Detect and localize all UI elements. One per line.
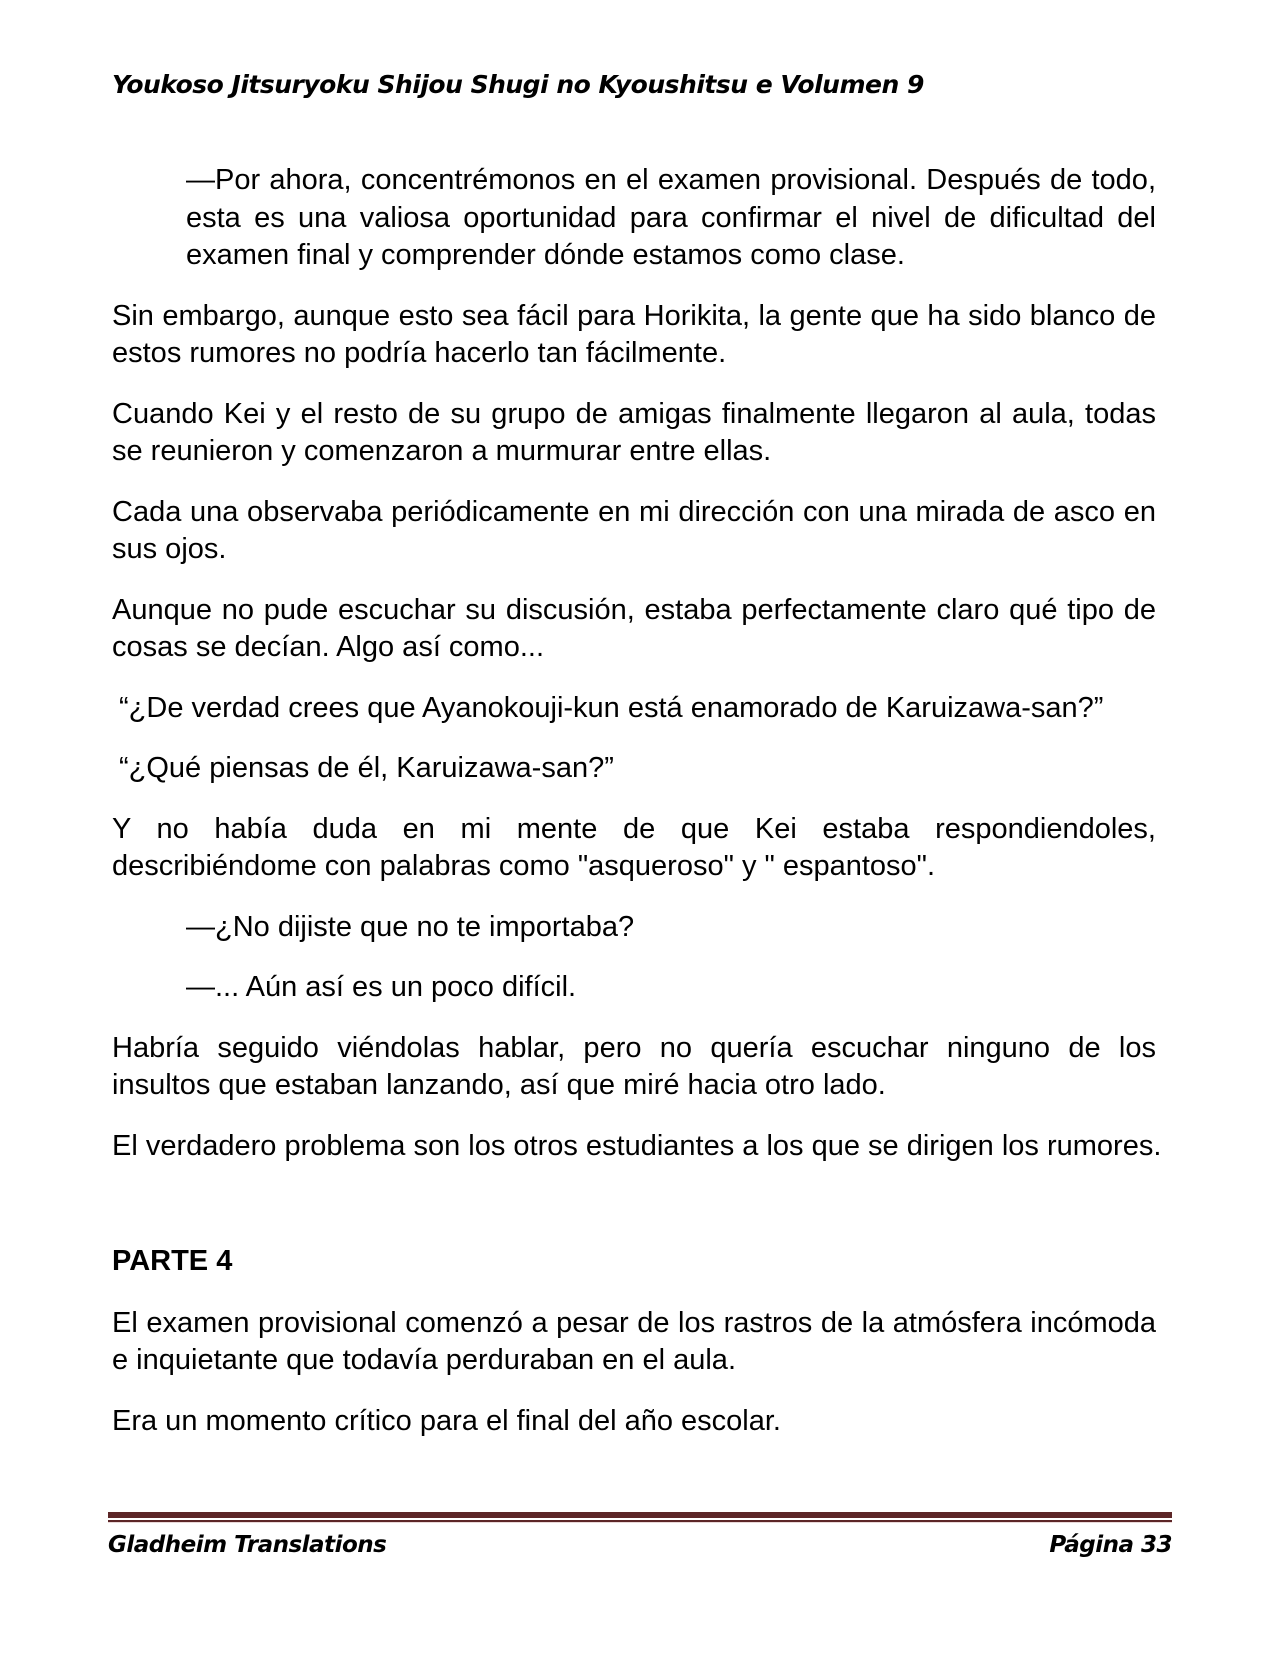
page-body (112, 162, 1162, 1440)
paragraph-dialogue: —¿No dijiste que no te importaba? (186, 910, 635, 943)
paragraph-dialogue: —Por ahora, concentrémonos en el examen provisional. Después de todo, esta es una valiosa oportunidad para confirmar el nivel de dificultad del examen final y comprender dónde estamos como clase. (186, 164, 1156, 271)
page-number: Página 33 (1049, 1532, 1172, 1558)
page-header (112, 70, 1156, 100)
footer-rule (108, 1512, 1172, 1523)
paragraph-quote: “¿Qué piensas de él, Karuizawa-san?” (119, 752, 614, 784)
volume-title: Youkoso Jitsuryoku Shijou Shugi no Kyoushitsu e Volumen 9 (112, 70, 924, 99)
paragraph: Y no había duda en mi mente de que Kei estaba respondiendoles, describiéndome con palabras como "asqueroso" y " espantoso". (112, 812, 1156, 882)
paragraph: Cada una observaba periódicamente en mi dirección con una mirada de asco en sus ojos. (112, 495, 1156, 565)
page-footer (108, 1512, 1172, 1559)
paragraph: El verdadero problema son los otros estudiantes a los que se dirigen los rumores. (112, 1129, 1162, 1162)
paragraph-dialogue: —... Aún así es un poco difícil. (186, 971, 577, 1003)
section-heading: PARTE 4 (112, 1245, 233, 1277)
paragraph-quote: “¿De verdad crees que Ayanokouji-kun está enamorado de Karuizawa-san?” (119, 691, 1104, 724)
paragraph: Aunque no pude escuchar su discusión, estaba perfectamente claro qué tipo de cosas se decían. Algo así como... (112, 593, 1156, 663)
paragraph: El examen provisional comenzó a pesar de los rastros de la atmósfera incómoda e inquietante que todavía perduraban en el aula. (112, 1306, 1156, 1376)
footer-text-row (108, 1531, 1172, 1559)
paragraph: Sin embargo, aunque esto sea fácil para Horikita, la gente que ha sido blanco de estos rumores no podría hacerlo tan fácilmente. (112, 299, 1156, 369)
footer-rule-thin (108, 1520, 1172, 1523)
paragraph: Cuando Kei y el resto de su grupo de amigas finalmente llegaron al aula, todas se reunieron y comenzaron a murmurar entre ellas. (112, 397, 1156, 467)
translator-credit: Gladheim Translations (108, 1532, 387, 1558)
paragraph: Habría seguido viéndolas hablar, pero no quería escuchar ninguno de los insultos que estaban lanzando, así que miré hacia otro lado. (112, 1031, 1156, 1101)
paragraph: Era un momento crítico para el final del año escolar. (112, 1404, 781, 1437)
